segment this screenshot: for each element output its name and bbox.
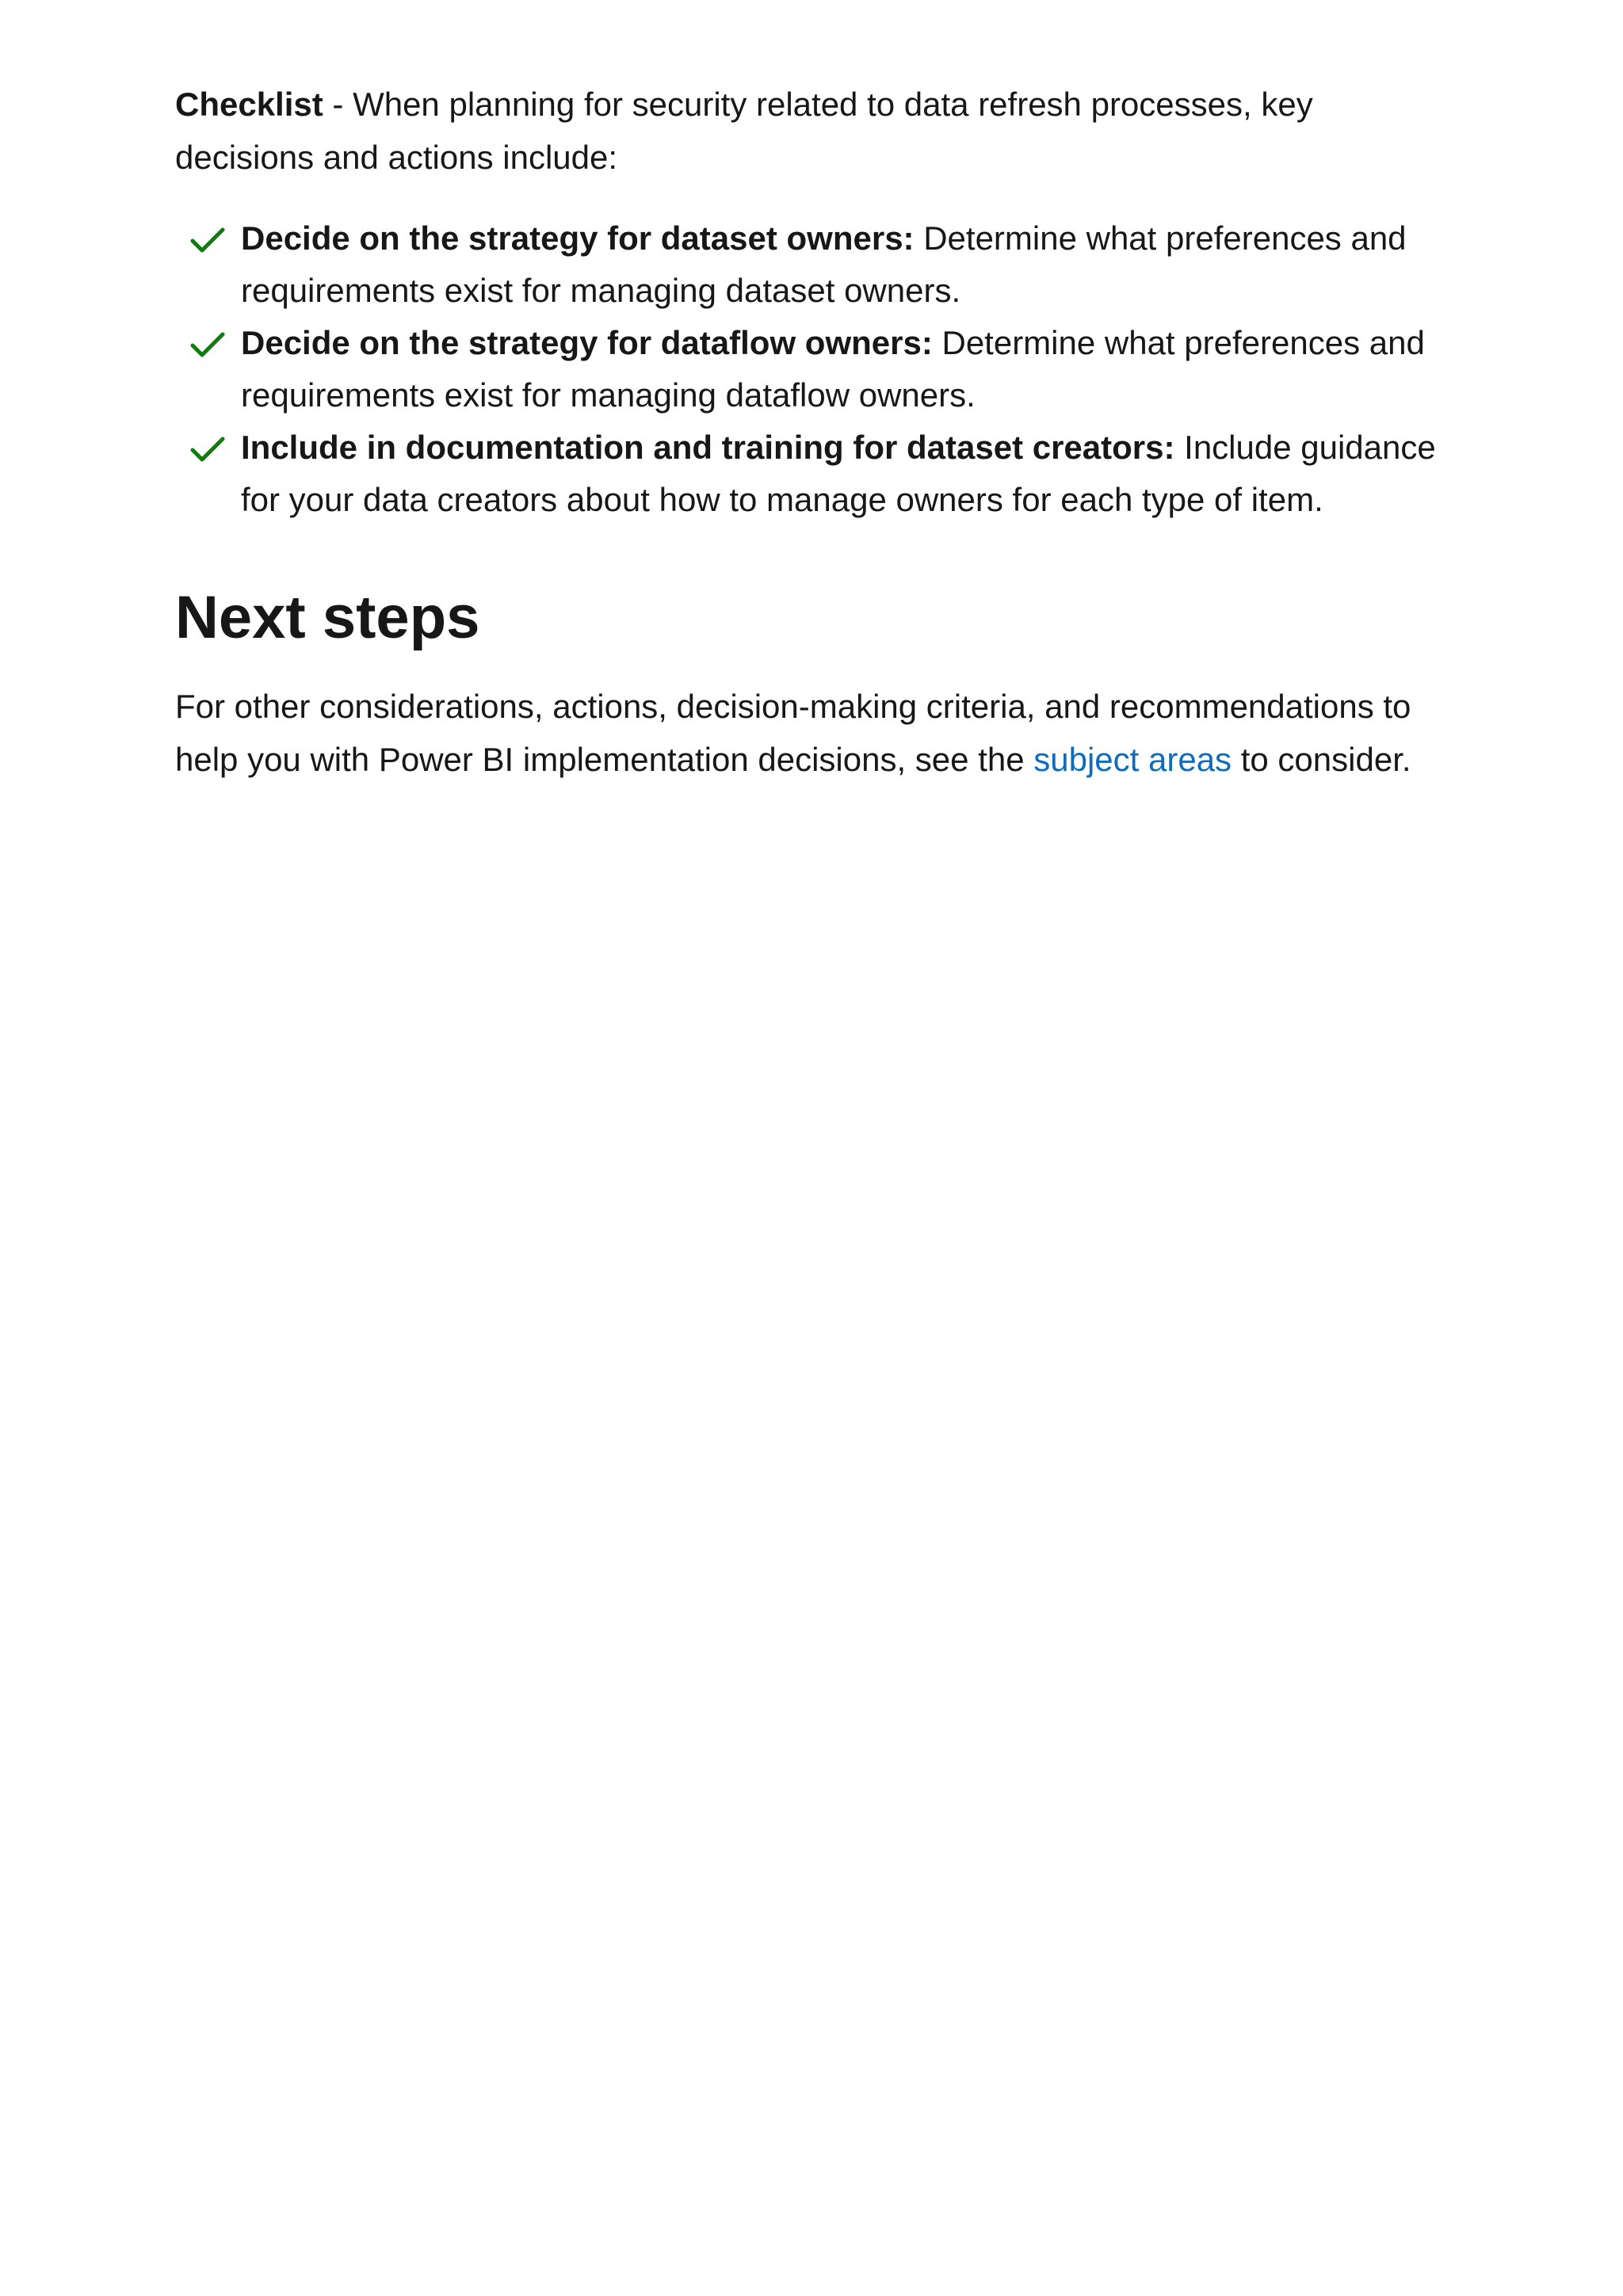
next-steps-text-after: to consider. <box>1232 741 1411 778</box>
checklist-label: Checklist <box>175 86 323 123</box>
checklist-intro-text: - When planning for security related to data refresh processes, key decisions and actions include: <box>175 86 1313 176</box>
checkmark-icon <box>190 227 225 254</box>
next-steps-paragraph <box>175 680 1443 786</box>
checkmark-icon <box>190 436 225 463</box>
subject-areas-link[interactable]: subject areas <box>1033 741 1232 778</box>
checklist-item-text: Determine what preferences and requirements exist for managing dataflow owners. <box>241 324 1425 414</box>
next-steps-text-before: For other considerations, actions, decision-making criteria, and recommendations to help you with Power BI implementation decisions, see the <box>175 688 1411 778</box>
checklist-item-title: Decide on the strategy for dataset owners: <box>241 219 915 257</box>
checklist-intro <box>175 78 1443 184</box>
checklist-item <box>175 317 1443 421</box>
document-content <box>175 78 1443 786</box>
checklist-item <box>175 212 1443 317</box>
next-steps-heading: Next steps <box>175 584 480 651</box>
checklist-item <box>175 421 1443 526</box>
checklist-item-text: Include guidance for your data creators about how to manage owners for each type of item. <box>241 429 1436 518</box>
checklist <box>175 212 1443 526</box>
checkmark-icon <box>190 331 225 358</box>
checklist-item-title: Include in documentation and training for dataset creators: <box>241 429 1175 466</box>
checklist-item-title: Decide on the strategy for dataflow owners: <box>241 324 933 361</box>
checklist-item-text: Determine what preferences and requirements exist for managing dataset owners. <box>241 219 1407 309</box>
